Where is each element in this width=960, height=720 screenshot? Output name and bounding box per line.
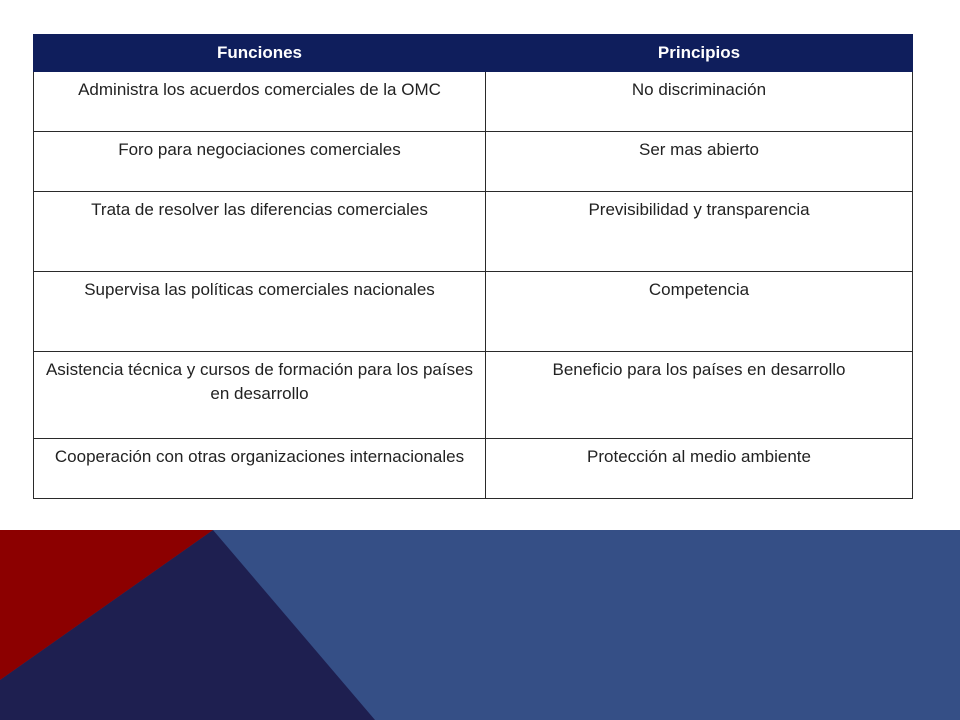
table-row [34, 72, 913, 132]
table-cell-principio: Beneficio para los países en desarrollo [486, 352, 913, 439]
table-cell-principio: Previsibilidad y transparencia [486, 192, 913, 272]
table-cell-principio: No discriminación [486, 72, 913, 132]
table-cell-principio: Competencia [486, 272, 913, 352]
table-cell-principio: Ser mas abierto [486, 132, 913, 192]
decorative-footer-band [0, 530, 960, 720]
table-row [34, 352, 913, 439]
functions-principles-table-container [33, 34, 912, 499]
table-cell-funcion: Asistencia técnica y cursos de formación para los países en desarrollo [34, 352, 486, 439]
table-row [34, 439, 913, 499]
table-row [34, 132, 913, 192]
table-cell-funcion: Trata de resolver las diferencias comerciales [34, 192, 486, 272]
table-header-row [34, 35, 913, 72]
table-cell-funcion: Supervisa las políticas comerciales nacionales [34, 272, 486, 352]
table-row [34, 192, 913, 272]
table-cell-funcion: Administra los acuerdos comerciales de la OMC [34, 72, 486, 132]
column-header-principios: Principios [486, 35, 913, 72]
table-cell-principio: Protección al medio ambiente [486, 439, 913, 499]
functions-principles-table [33, 34, 913, 499]
table-cell-funcion: Foro para negociaciones comerciales [34, 132, 486, 192]
table-row [34, 272, 913, 352]
table-cell-funcion: Cooperación con otras organizaciones internacionales [34, 439, 486, 499]
column-header-funciones: Funciones [34, 35, 486, 72]
